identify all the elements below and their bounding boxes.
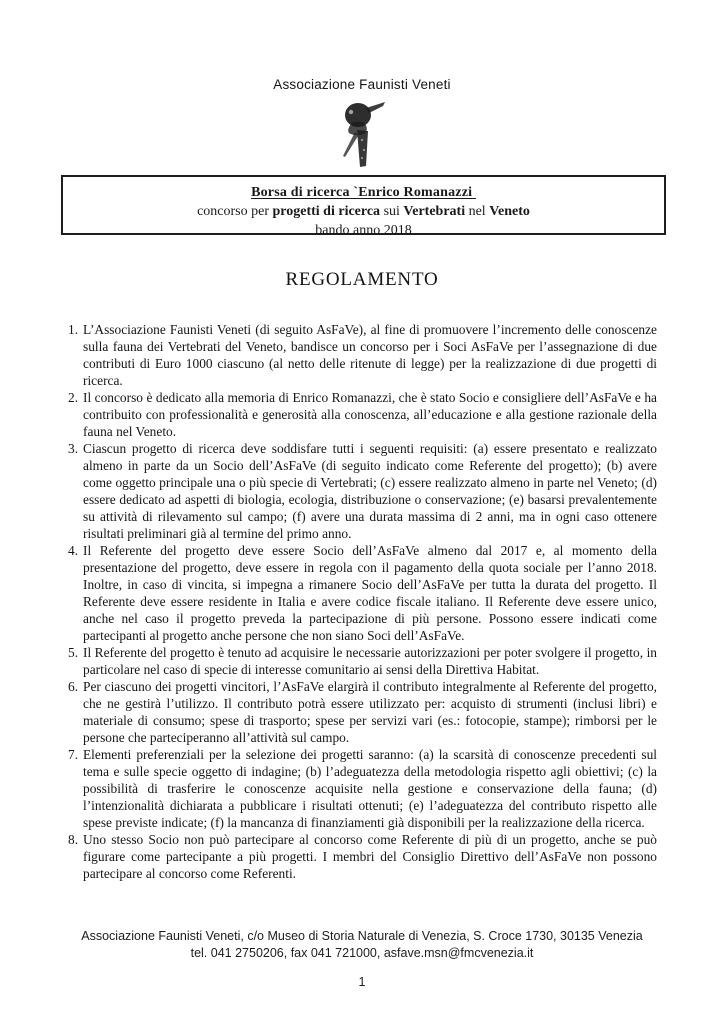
- item-text: Uno stesso Socio non può partecipare al concorso come Referente di più di un progetto, anche se può figurare come partecipante a più progetti. I membri del Consiglio Direttivo dell’AsFaVe non possono partecipare al concorso come Referenti.: [83, 832, 657, 881]
- item-number: 2.: [68, 390, 79, 405]
- bird-sketch-icon: [333, 100, 391, 172]
- item-number: 7.: [68, 747, 79, 762]
- footer-contacts: tel. 041 2750206, fax 041 721000, asfave.msn@fmcvenezia.it: [190, 945, 534, 960]
- bando-title-box: [61, 175, 666, 238]
- regulation-list: [68, 321, 657, 882]
- item-number: 5.: [68, 645, 79, 660]
- bando-subtitle: concorso per progetti di ricerca sui Vertebrati nel Veneto: [197, 204, 530, 219]
- item-text: Per ciascuno dei progetti vincitori, l’AsFaVe elargirà il contributo integralmente al Referente del progetto, che ne gestirà l’utilizzo. Il contributo potrà essere utilizzato per: acquisto di strumenti (inclusi libri) e materiale di consumo; spese di trasporto; spese per servizi vari (es.: fotocopie, stampe); rimborsi per le persone che parteciperanno all’attività sul campo.: [83, 679, 657, 745]
- bando-year: bando anno 2018: [315, 223, 412, 238]
- item-text: Elementi preferenziali per la selezione dei progetti saranno: (a) la scarsità di conoscenze precedenti sul tema e sulle specie oggetto di indagine; (b) l’adeguatezza della metodologia rispetto agli obiettivi; (c) la possibilità di trasferire le conoscenze acquisite nella gestione e conservazione della fauna; (d) l’intenzionalità dichiarata a pubblicare i risultati ottenuti; (e) l’adeguatezza del contributo rispetto alle spese previste indicate; (f) la mancanza di finanziamenti già disponibili per la realizzazione della ricerca.: [83, 747, 657, 830]
- item-text: Il Referente del progetto deve essere Socio dell’AsFaVe almeno dal 2017 e, al momento della presentazione del progetto, deve essere in regola con il pagamento della quota sociale per l’anno 2018. Inoltre, in caso di vincita, si impegna a rimanere Socio dell’AsFaVe per tutta la durata del progetto. Il Referente deve essere residente in Italia e avere codice fiscale italiano. Il Referente deve essere unico, anche nel caso il progetto preveda la partecipazione di più persone. Possono essere indicati come partecipanti al progetto anche persone che non siano Soci dell’AsFaVe.: [83, 543, 657, 643]
- item-text: Ciascun progetto di ricerca deve soddisfare tutti i seguenti requisiti: (a) essere presentato e realizzato almeno in parte da un Socio dell’AsFaVe (di seguito indicato come Referente del progetto); (b) avere come oggetto principale una o più specie di Vertebrati; (c) essere realizzato almeno in parte nel Veneto; (d) essere dedicato ad aspetti di biologia, ecologia, distribuzione o conservazione; (e) basarsi prevalentemente su attività di rilevamento sul campo; (f) avere una durata massima di 2 anni, ma in ogni caso ottenere risultati preliminari già al termine del primo anno.: [83, 441, 657, 541]
- page-number: 1: [358, 975, 366, 989]
- item-number: 8.: [68, 832, 79, 847]
- item-number: 3.: [68, 441, 79, 456]
- regolamento-heading: REGOLAMENTO: [285, 269, 439, 290]
- page-footer: [0, 928, 724, 961]
- list-item: [68, 389, 657, 440]
- item-number: 4.: [68, 543, 79, 558]
- item-text: Il Referente del progetto è tenuto ad acquisire le necessarie autorizzazioni per poter svolgere il progetto, in particolare nel caso di specie di interesse comunitario ai sensi della Direttiva Habitat.: [83, 645, 657, 677]
- list-item: [68, 644, 657, 678]
- bird-logo: [0, 100, 724, 172]
- item-number: 1.: [68, 322, 79, 337]
- org-name-header: Associazione Faunisti Veneti: [273, 77, 451, 92]
- list-item: [68, 831, 657, 882]
- bando-title: Borsa di ricerca `Enrico Romanazzi: [251, 185, 476, 200]
- list-item: [68, 542, 657, 644]
- item-number: 6.: [68, 679, 79, 694]
- list-item: [68, 440, 657, 542]
- list-item: [68, 678, 657, 746]
- footer-address: Associazione Faunisti Veneti, c/o Museo di Storia Naturale di Venezia, S. Croce 1730, 30135 Venezia: [81, 929, 643, 943]
- list-item: [68, 321, 657, 389]
- list-item: [68, 746, 657, 831]
- item-text: Il concorso è dedicato alla memoria di Enrico Romanazzi, che è stato Socio e consigliere dell’AsFaVe e ha contribuito con professionalità e generosità alla conoscenza, all’educazione e alla gestione razionale della fauna nel Veneto.: [83, 390, 657, 439]
- item-text: L’Associazione Faunisti Veneti (di seguito AsFaVe), al fine di promuovere l’incremento delle conoscenze sulla fauna dei Vertebrati del Veneto, bandisce un concorso per i Soci AsFaVe per l’assegnazione di due contributi di Euro 1000 ciascuno (al netto delle ritenute di legge) per la realizzazione di due progetti di ricerca.: [83, 322, 657, 388]
